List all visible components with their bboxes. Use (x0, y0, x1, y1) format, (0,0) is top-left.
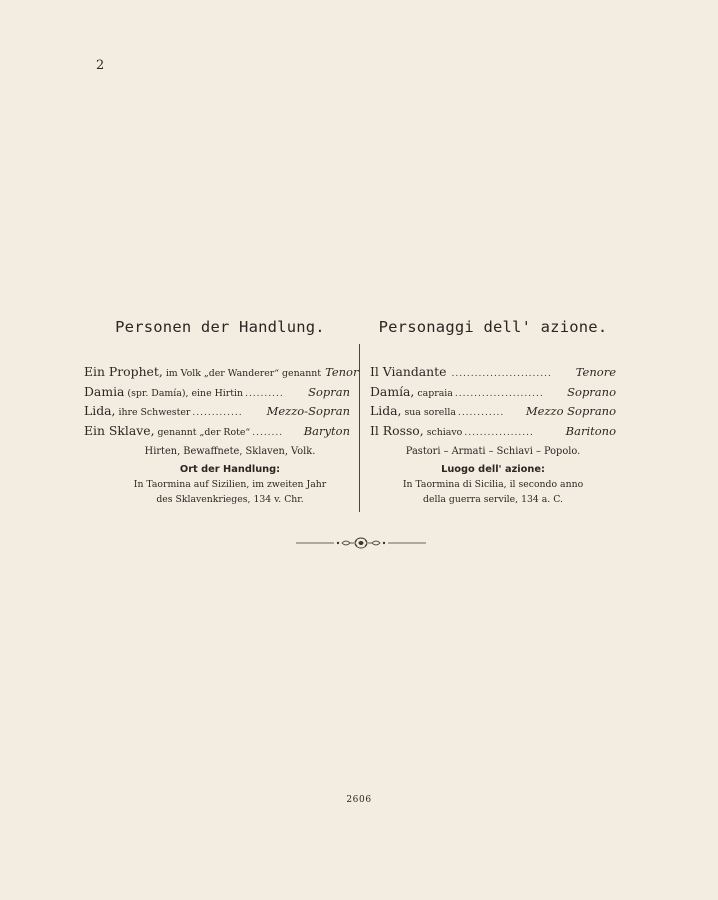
role-description: ihre Schwester (118, 407, 191, 418)
role-entry (84, 423, 350, 443)
leader-dots: ............. (192, 408, 243, 418)
voice-type: Baryton (303, 423, 350, 438)
column-divider (359, 344, 360, 512)
german-cast-list (84, 318, 359, 507)
place-line: In Taormina di Sicilia, il secondo anno (402, 479, 584, 490)
extras-line: Pastori – Armati – Schiavi – Popolo. (405, 446, 581, 457)
italian-cast-list (370, 318, 616, 507)
plate-number: 2606 (346, 795, 372, 805)
role-entry (370, 403, 616, 423)
place-heading: Luogo dell' azione: (441, 464, 545, 475)
role-entry (370, 384, 616, 404)
page-number: 2 (96, 58, 105, 73)
leader-dots: ........ (252, 427, 284, 438)
role-description: (spr. Damía), eine Hirtin (127, 387, 244, 399)
role-entry (370, 423, 616, 443)
voice-type: Baritono (565, 423, 616, 438)
role-description: sua sorella (404, 407, 456, 418)
voice-type: Tenor (325, 365, 359, 379)
voice-type: Mezzo Soprano (525, 404, 616, 418)
german-heading: Personen der Handlung. (115, 318, 325, 336)
role-name: Ein Sklave, (84, 422, 155, 438)
role-description: im Volk „der Wanderer“ genannt (165, 368, 322, 379)
leader-dots: .................. (464, 427, 534, 438)
place-line: In Taormina auf Sizilien, im zweiten Jahr (133, 479, 327, 490)
voice-type: Soprano (567, 384, 616, 399)
ornament-divider-icon (296, 535, 426, 551)
voice-type: Sopran (308, 384, 350, 399)
role-entry (84, 384, 350, 404)
role-entry (370, 364, 616, 384)
place-line: della guerra servile, 134 a. C. (423, 494, 563, 505)
leader-dots: .......................... (451, 369, 552, 379)
voice-type: Tenore (575, 365, 616, 379)
role-entry (84, 364, 359, 384)
italian-heading: Personaggi dell' azione. (378, 318, 608, 336)
role-description: capraia (417, 387, 453, 399)
extras-line: Hirten, Bewaffnete, Sklaven, Volk. (144, 446, 316, 457)
place-description (110, 477, 350, 507)
role-name: Damia (84, 383, 125, 399)
role-name: Lida, (370, 403, 402, 418)
role-name: Lida, (84, 403, 116, 418)
role-description: genannt „der Rote“ (157, 426, 251, 438)
role-name: Il Rosso, (370, 422, 424, 438)
place-line: des Sklavenkrieges, 134 v. Chr. (156, 494, 304, 505)
place-heading: Ort der Handlung: (179, 464, 281, 475)
role-entry (84, 403, 350, 423)
role-name: Damía, (370, 383, 415, 399)
place-description (370, 477, 616, 507)
role-name: Il Viandante (370, 364, 447, 379)
leader-dots: .......... (245, 388, 284, 399)
role-name: Ein Prophet, (84, 364, 163, 379)
leader-dots: ....................... (454, 388, 544, 399)
voice-type: Mezzo-Sopran (266, 404, 350, 418)
role-description: schiavo (426, 426, 463, 438)
leader-dots: ............ (457, 408, 505, 418)
